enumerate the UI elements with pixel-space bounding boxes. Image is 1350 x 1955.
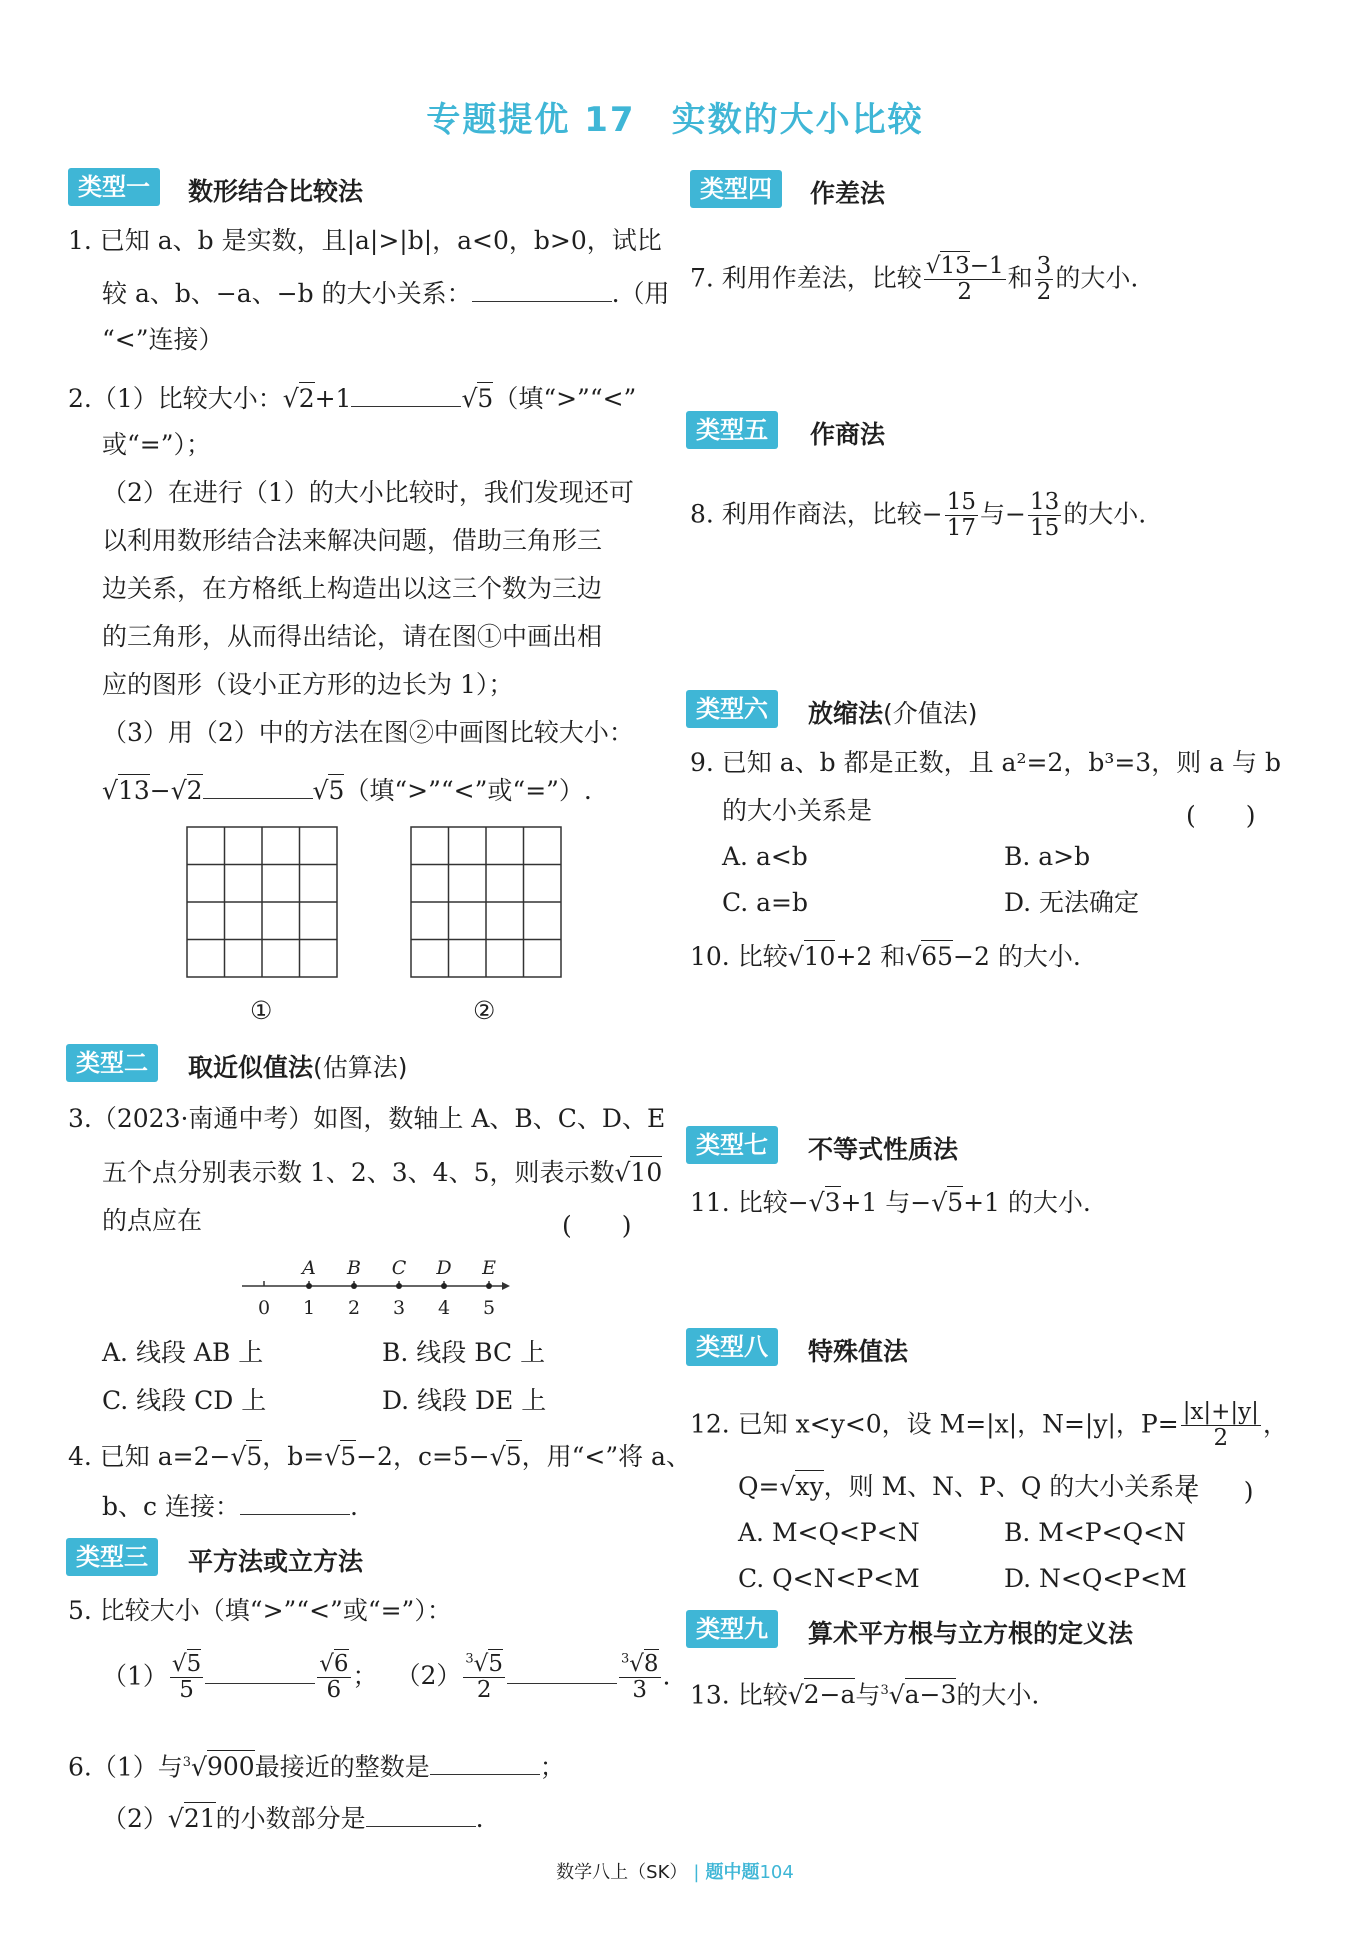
axis-tick-label: 2 [347,1297,361,1319]
q11-text: 11. 比较−√3+1 与−√5+1 的大小. [690,1188,1091,1217]
axis-point [441,1283,447,1289]
number-line [238,1256,514,1328]
q3-option-c[interactable]: C. 线段 CD 上 [102,1386,267,1415]
q9-answer-paren[interactable]: ( ) [1186,801,1256,830]
section-tag-1: 类型一 [68,168,160,206]
footer-subject: 数学八上（SK） [556,1862,688,1883]
section-label-2: 取近似值法(估算法) [188,1053,408,1082]
section-label-7: 不等式性质法 [808,1135,959,1164]
q5-line2: （1） $\frac{√5}{5}$ $\frac{√6}{6}$ ； （2） $\frac{^3√5}{2}$ $\frac{^3√8}{3}$ . [102,1651,671,1704]
q2-line8: （3）用（2）中的方法在图②中画图比较大小： [102,718,634,747]
q2-line1: 2.（1）比较大小：√2+1 √5（填“>”“<” [68,384,637,413]
footer-brand: 题中题 [705,1862,760,1883]
q12-option-a[interactable]: A. M<Q<P<N [738,1518,920,1547]
section-label-1: 数形结合比较法 [188,177,364,206]
q2-line4: 以利用数形结合法来解决问题，借助三角形三 [102,526,603,555]
q6-blank-2[interactable] [366,1802,476,1827]
q5-fraction-3: $\frac{^3√5}{2}$ [465,1651,503,1704]
section-tag-4: 类型四 [690,170,782,208]
axis-point-label: C [391,1257,407,1279]
section-tag-8: 类型八 [686,1328,778,1366]
axis-point-label: D [436,1257,452,1279]
q1-line3: “<”连接） [102,325,224,354]
section-label-3: 平方法或立方法 [188,1547,364,1576]
q2-line6: 的三角形，从而得出结论，请在图①中画出相 [102,622,603,651]
q7-fraction-2: $\frac{3}{2}$ [1036,253,1052,306]
q3-option-a[interactable]: A. 线段 AB 上 [102,1338,264,1367]
q2-line7: 应的图形（设小正方形的边长为 1）； [102,670,514,699]
axis-point [351,1283,357,1289]
q3-line2: 五个点分别表示数 1、2、3、4、5，则表示数√10 [102,1158,663,1187]
q3-line1: 3.（2023·南通中考）如图，数轴上 A、B、C、D、E [68,1104,666,1133]
section-label-5: 作商法 [810,420,886,449]
q9-option-d[interactable]: D. 无法确定 [1004,888,1140,917]
q8-text: 8. 利用作商法，比较− $\frac{15}{17}$ 与− $\frac{13}{15}$ 的大小. [690,489,1147,542]
q2-line9: √13−√2 √5（填“>”“<”或“=”）. [102,776,592,805]
page-title: 专题提优 17 实数的大小比较 [426,100,924,140]
q7-text: 7. 利用作差法，比较 $\frac{√13-1}{2}$ 和 $\frac{3}{2}$ 的大小. [690,253,1139,306]
q6-line1: 6.（1）与$^3$√900最接近的整数是 ； [68,1752,565,1782]
axis-point-label: A [302,1257,316,1279]
section-tag-9: 类型九 [686,1610,778,1648]
q3-line3: 的点应在 [102,1206,203,1235]
axis-tick-label: 1 [302,1297,316,1319]
q13-text: 13. 比较√2−a与$^3$√a−3的大小. [690,1680,1040,1710]
q4-answer-blank[interactable] [240,1490,350,1515]
q12-option-b[interactable]: B. M<P<Q<N [1004,1518,1186,1547]
q2-blank-1[interactable] [351,382,461,407]
q3-option-b[interactable]: B. 线段 BC 上 [382,1338,546,1367]
q8-fraction-1: $\frac{15}{17}$ [946,489,977,542]
q8-fraction-2: $\frac{13}{15}$ [1029,489,1060,542]
q5-fraction-2: $\frac{√6}{6}$ [319,1651,349,1704]
q2-blank-2[interactable] [203,774,313,799]
q12-answer-paren[interactable]: ( ) [1184,1477,1254,1506]
section-label-6: 放缩法(介值法) [808,699,978,728]
q1-answer-blank[interactable] [472,277,612,302]
q10-text: 10. 比较√10+2 和√65−2 的大小. [690,942,1081,971]
footer-separator: | [693,1862,700,1883]
axis-tick-label: 5 [482,1297,496,1319]
q1-line1: 1. 已知 a、b 是实数，且|a|>|b|，a<0，b>0，试比 [68,226,662,255]
q5-line1: 5. 比较大小（填“>”“<”或“=”）： [68,1596,452,1625]
q2-line2: 或“=”）； [102,430,212,459]
section-tag-6: 类型六 [686,690,778,728]
q3-answer-paren[interactable]: ( ) [562,1211,632,1240]
grid-figure-2[interactable] [410,826,563,979]
section-tag-3: 类型三 [66,1538,158,1576]
q9-option-b[interactable]: B. a>b [1004,842,1091,871]
section-label-4: 作差法 [810,179,886,208]
section-label-9: 算术平方根与立方根的定义法 [808,1619,1134,1648]
q1-line2: 较 a、b、−a、−b 的大小关系： .（用 [102,279,670,308]
q12-line2: Q=√xy，则 M、N、P、Q 的大小关系是 [738,1472,1200,1501]
section-tag-7: 类型七 [686,1126,778,1164]
q5-blank-2[interactable] [507,1659,617,1684]
axis-point [306,1283,312,1289]
axis-tick-label: 0 [257,1297,271,1319]
q5-fraction-1: $\frac{√5}{5}$ [171,1651,202,1704]
q2-line5: 边关系，在方格纸上构造出以这三个数为三边 [102,574,603,603]
q7-fraction-1: $\frac{√13-1}{2}$ [925,253,1004,306]
q4-line2: b、c 连接： . [102,1492,358,1521]
axis-tick-label: 3 [392,1297,406,1319]
q12-option-d[interactable]: D. N<Q<P<M [1004,1564,1187,1593]
q5-blank-1[interactable] [205,1659,315,1684]
q12-line1: 12. 已知 x<y<0，设 M=|x|，N=|y|，P= $\frac{|x|+|y|}{2}$ ， [690,1399,1288,1452]
grid-figure-1[interactable] [186,826,339,979]
axis-point-label: E [482,1257,496,1279]
q5-fraction-4: $\frac{^3√8}{3}$ [620,1651,659,1704]
axis-point [486,1283,492,1289]
q2-line3: （2）在进行（1）的大小比较时，我们发现还可 [102,478,634,507]
q9-line1: 9. 已知 a、b 都是正数，且 a²=2，b³=3，则 a 与 b [690,748,1281,777]
page-footer [0,1858,1350,1884]
section-tag-2: 类型二 [66,1044,158,1082]
page-number: 104 [759,1862,794,1883]
q3-option-d[interactable]: D. 线段 DE 上 [382,1386,547,1415]
axis-arrow [502,1282,510,1290]
q4-line1: 4. 已知 a=2−√5，b=√5−2，c=5−√5，用“<”将 a、 [68,1442,691,1471]
axis-tick-label: 4 [437,1297,451,1319]
q12-option-c[interactable]: C. Q<N<P<M [738,1564,920,1593]
figure-2-label: ② [473,996,496,1025]
q9-option-c[interactable]: C. a=b [722,888,808,917]
q9-line2: 的大小关系是 [722,796,873,825]
q6-blank-1[interactable] [430,1750,540,1775]
section-tag-5: 类型五 [686,411,778,449]
q12-fraction: $\frac{|x|+|y|}{2}$ [1182,1399,1259,1452]
q6-line2: （2）√21的小数部分是 . [102,1804,484,1833]
q9-option-a[interactable]: A. a<b [722,842,808,871]
axis-point [396,1283,402,1289]
section-label-8: 特殊值法 [808,1337,909,1366]
axis-point-label: B [347,1257,361,1279]
figure-1-label: ① [250,996,273,1025]
